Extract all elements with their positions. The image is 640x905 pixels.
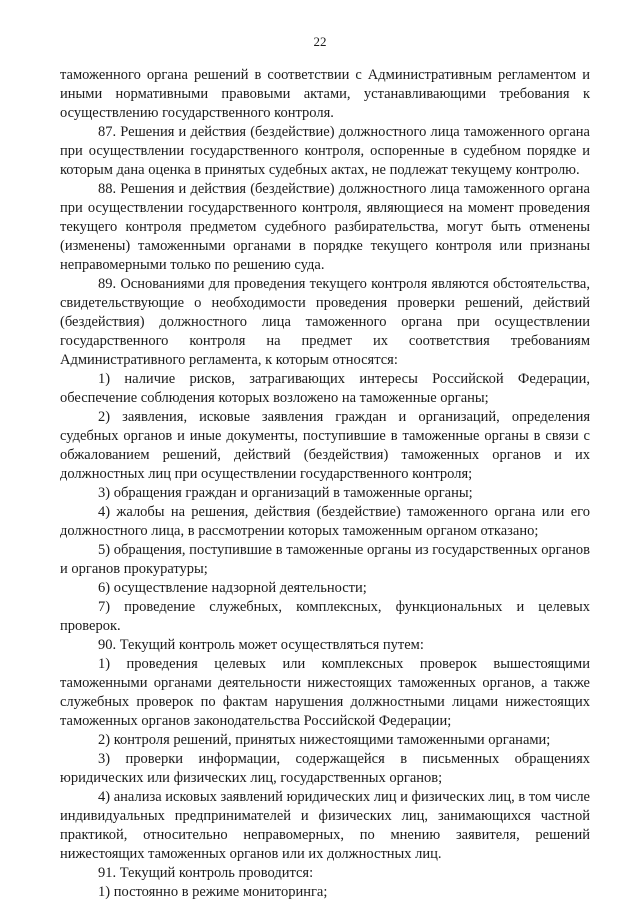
list-item: 2) заявления, исковые заявления граждан и организаций, определения судебных органов и иные документы, поступившие в таможенные органы в связи с обжалованием решений, действий (бездействия) таможенных органов и их должностных лиц при осуществлении государственного контроля; <box>60 409 590 482</box>
list-item: 1) проведения целевых или комплексных проверок вышестоящими таможенными органами деятельности нижестоящих таможенных органов, а также служебных проверок по фактам нарушения должностными лицами нижестоящих таможенных органов законодательства Российской Федерации; <box>60 656 590 729</box>
list-item: 4) анализа исковых заявлений юридических лиц и физических лиц, в том числе индивидуальных предпринимателей и физических лиц, занимающихся частной практикой, относительно неправомерных, по мнению заявителя, решений нижестоящих таможенных органов или их должностных лиц. <box>60 789 590 862</box>
paragraph: таможенного органа решений в соответствии с Административным регламентом и иными нормативными правовыми актами, устанавливающими требования к осуществлению государственного контроля. <box>60 67 590 121</box>
list-item: 6) осуществление надзорной деятельности; <box>98 580 367 596</box>
list-item: 7) проведение служебных, комплексных, функциональных и целевых проверок. <box>60 599 590 634</box>
paragraph-87: 87. Решения и действия (бездействие) должностного лица таможенного органа при осуществлении государственного контроля, оспоренные в судебном порядке и которым дана оценка в принятых судебных актах, не подлежат текущему контролю. <box>60 124 590 178</box>
document-body <box>60 66 590 902</box>
list-item: 3) проверки информации, содержащейся в письменных обращениях юридических или физических лиц, государственных органов; <box>60 751 590 786</box>
paragraph-88: 88. Решения и действия (бездействие) должностного лица таможенного органа при осуществлении государственного контроля, являющиеся на момент проведения текущего контроля предметом судебного разбирательства, могут быть отменены (изменены) таможенными органами в порядке текущего контроля или признаны неправомерными только по решению суда. <box>60 181 590 273</box>
list-item: 4) жалобы на решения, действия (бездействие) таможенного органа или его должностного лица, в рассмотрении которых таможенным органом отказано; <box>60 504 590 539</box>
list-item: 5) обращения, поступившие в таможенные органы из государственных органов и органов прокуратуры; <box>60 542 590 577</box>
paragraph-91: 91. Текущий контроль проводится: <box>98 865 314 881</box>
list-item: 1) постоянно в режиме мониторинга; <box>98 884 328 900</box>
paragraph-90: 90. Текущий контроль может осуществляться путем: <box>98 637 424 653</box>
list-item: 2) контроля решений, принятых нижестоящими таможенными органами; <box>98 732 551 748</box>
list-item: 3) обращения граждан и организаций в таможенные органы; <box>98 485 473 501</box>
list-item: 1) наличие рисков, затрагивающих интересы Российской Федерации, обеспечение соблюдения которых возложено на таможенные органы; <box>60 371 590 406</box>
paragraph-89: 89. Основаниями для проведения текущего контроля являются обстоятельства, свидетельствующие о необходимости проведения проверки решений, действий (бездействия) должностного лица таможенного органа при осуществлении государственного контроля на предмет их соответствия требованиям Административного регламента, к которым относятся: <box>60 276 590 368</box>
page-number: 22 <box>313 34 327 49</box>
